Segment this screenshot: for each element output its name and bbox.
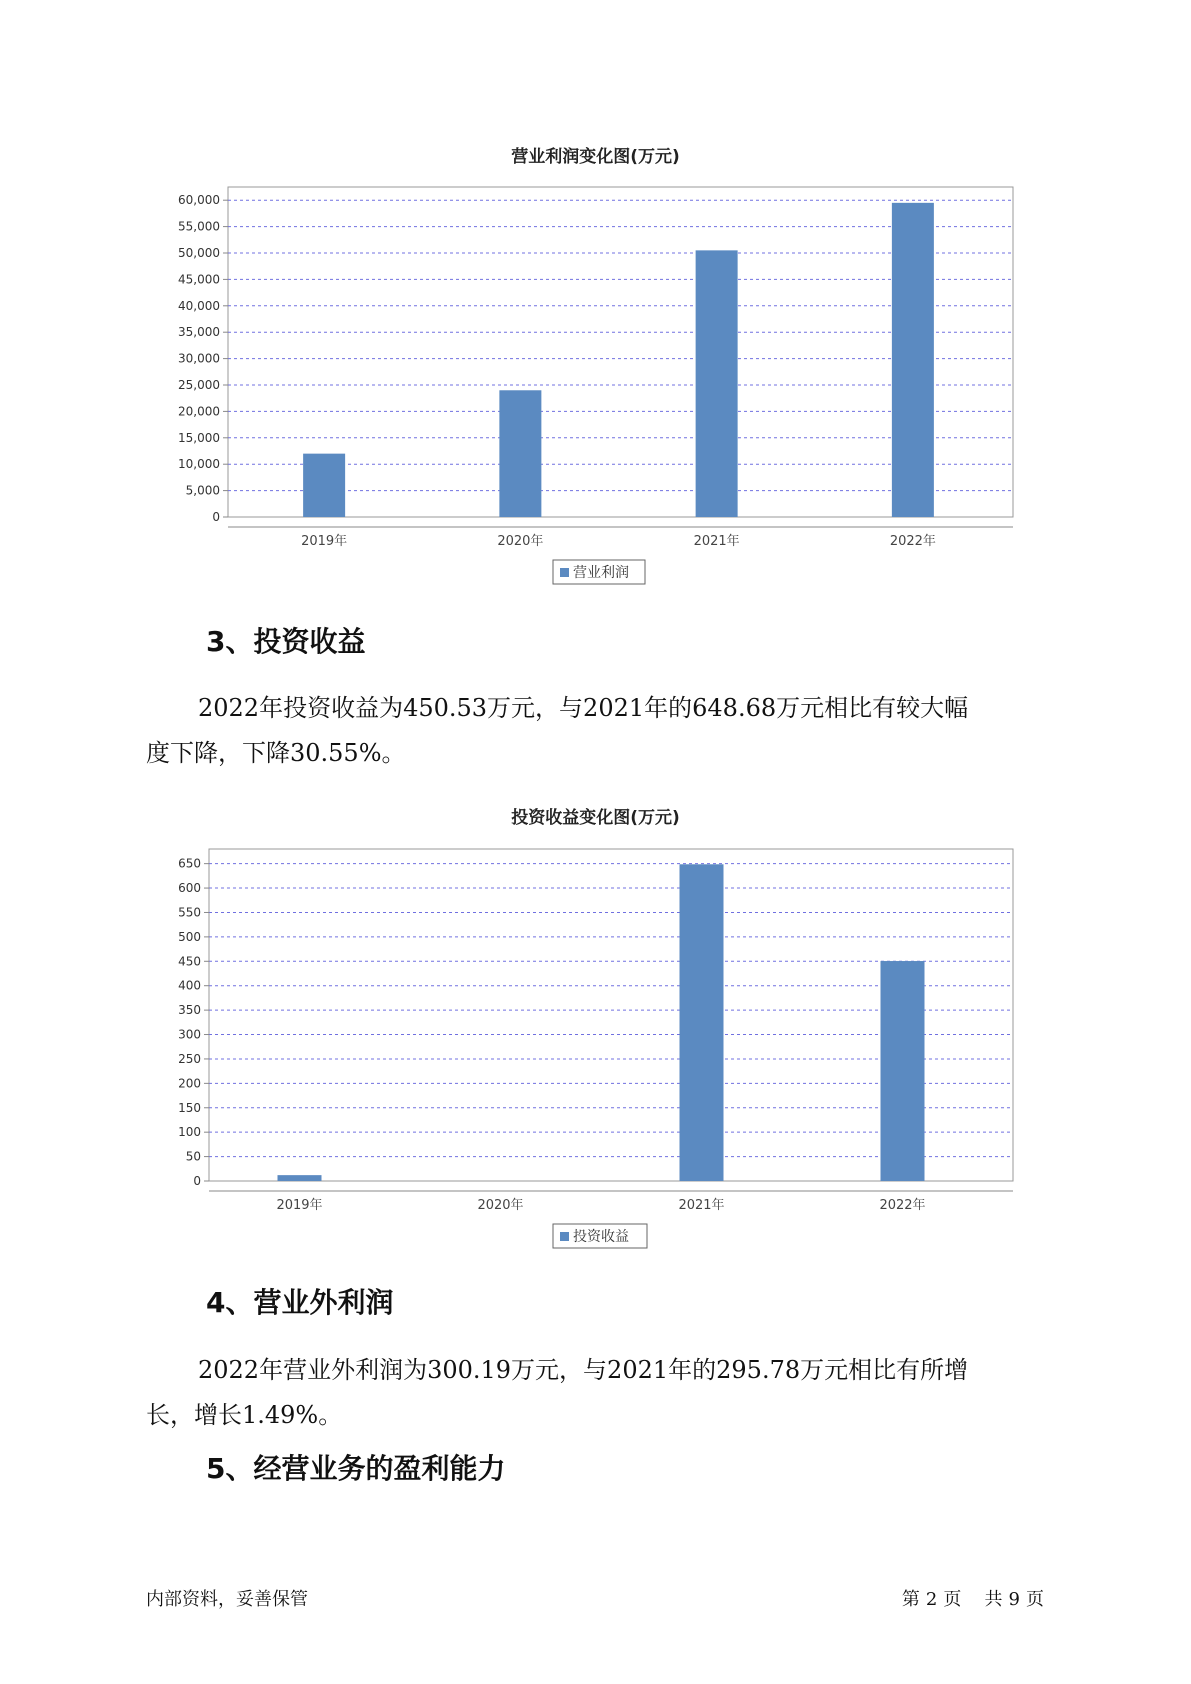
total-suffix: 页 bbox=[1026, 1589, 1044, 1610]
y-tick-label: 40,000 bbox=[178, 298, 220, 313]
y-tick-label: 20,000 bbox=[178, 404, 220, 419]
section-4-line-2: 长，增长1.49%。 bbox=[146, 1401, 343, 1429]
y-tick-label: 5,000 bbox=[185, 483, 220, 498]
y-tick-label: 25,000 bbox=[178, 378, 220, 392]
y-tick-label: 450 bbox=[178, 954, 201, 969]
y-tick-label: 250 bbox=[178, 1051, 201, 1066]
chart1-title: 营业利润变化图(万元) bbox=[511, 147, 680, 167]
y-tick-label: 10,000 bbox=[178, 457, 220, 472]
section-4-line-1 bbox=[146, 1348, 1046, 1393]
y-tick-label: 45,000 bbox=[178, 272, 220, 287]
total-prefix: 共 bbox=[984, 1589, 1003, 1610]
x-tick-label: 2020年 bbox=[477, 1198, 524, 1213]
bar-2021年 bbox=[696, 250, 738, 517]
section-3-line-1-text: 2022年投资收益为450.53万元，与2021年的648.68万元相比有较大幅 bbox=[198, 694, 969, 722]
footer-page-number bbox=[899, 1585, 1047, 1611]
section-4-heading: 4、营业外利润 bbox=[206, 1286, 394, 1319]
y-tick-label: 300 bbox=[178, 1027, 201, 1042]
y-tick-label: 400 bbox=[178, 978, 201, 993]
y-tick-label: 200 bbox=[178, 1076, 201, 1091]
y-tick-label: 55,000 bbox=[178, 219, 220, 234]
chart2-title: 投资收益变化图(万元) bbox=[511, 808, 680, 828]
bar-2019年 bbox=[278, 1175, 322, 1181]
page-prefix: 第 bbox=[901, 1589, 920, 1610]
y-tick-label: 0 bbox=[193, 1174, 201, 1188]
y-tick-label: 600 bbox=[178, 881, 201, 896]
y-tick-label: 50 bbox=[185, 1149, 201, 1164]
legend-label: 投资收益 bbox=[573, 1229, 629, 1245]
page-total: 9 bbox=[1008, 1589, 1020, 1610]
x-tick-label: 2021年 bbox=[678, 1198, 725, 1213]
x-tick-label: 2020年 bbox=[497, 534, 544, 549]
y-tick-label: 500 bbox=[178, 929, 201, 944]
page-current: 2 bbox=[925, 1589, 938, 1610]
bar-2022年 bbox=[892, 203, 934, 517]
section-3-line-1 bbox=[146, 686, 1046, 731]
y-tick-label: 100 bbox=[178, 1125, 201, 1140]
bar-2019年 bbox=[303, 454, 345, 517]
x-tick-label: 2021年 bbox=[693, 534, 740, 549]
legend-swatch bbox=[560, 568, 569, 577]
y-tick-label: 50,000 bbox=[178, 246, 220, 260]
section-3-paragraph bbox=[146, 686, 1046, 776]
legend-swatch bbox=[560, 1232, 569, 1241]
y-tick-label: 650 bbox=[178, 856, 201, 871]
x-tick-label: 2019年 bbox=[276, 1198, 323, 1213]
y-tick-label: 60,000 bbox=[178, 193, 220, 208]
y-tick-label: 15,000 bbox=[178, 430, 220, 445]
y-tick-label: 350 bbox=[178, 1003, 201, 1018]
section-4-line-1-text: 2022年营业外利润为300.19万元，与2021年的295.78万元相比有所增 bbox=[198, 1356, 969, 1384]
page-suffix: 页 bbox=[943, 1589, 962, 1610]
investment-income-chart bbox=[0, 830, 1191, 1250]
x-tick-label: 2019年 bbox=[301, 534, 348, 549]
x-tick-label: 2022年 bbox=[889, 534, 936, 549]
bar-2020年 bbox=[499, 390, 541, 517]
footer-confidential-note: 内部资料，妥善保管 bbox=[146, 1589, 308, 1610]
section-3-line-2: 度下降，下降30.55%。 bbox=[146, 739, 406, 767]
operating-profit-chart bbox=[0, 170, 1191, 590]
y-tick-label: 550 bbox=[178, 905, 201, 920]
y-tick-label: 30,000 bbox=[178, 351, 220, 366]
y-tick-label: 35,000 bbox=[178, 325, 220, 340]
section-3-heading: 3、投资收益 bbox=[206, 625, 366, 658]
x-tick-label: 2022年 bbox=[879, 1198, 926, 1213]
legend-label: 营业利润 bbox=[573, 565, 629, 581]
y-tick-label: 0 bbox=[212, 510, 220, 524]
section-4-paragraph bbox=[146, 1348, 1046, 1438]
bar-2022年 bbox=[881, 961, 925, 1181]
section-5-heading: 5、经营业务的盈利能力 bbox=[206, 1452, 506, 1485]
y-tick-label: 150 bbox=[178, 1100, 201, 1115]
bar-2021年 bbox=[680, 864, 724, 1181]
